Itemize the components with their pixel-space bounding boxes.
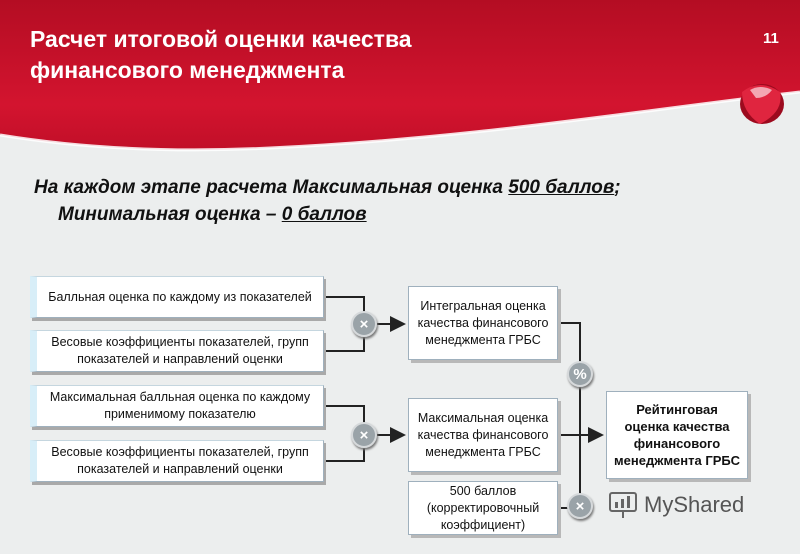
page-number: 11 xyxy=(763,30,779,47)
min-score-value: 0 баллов xyxy=(281,204,367,225)
divide-operator: % xyxy=(567,361,593,387)
multiply-operator-3: × xyxy=(567,493,593,519)
box-weights-2: Весовые коэффициенты показателей, групп показателей и направлений оценки xyxy=(30,440,324,482)
box-integral-score: Интегральная оценка качества финансового менеджмента ГРБС xyxy=(408,286,558,360)
box-correction-coefficient: 500 баллов (корректировочный коэффициент) xyxy=(408,481,558,535)
box-max-score-grbs: Максимальная оценка качества финансового менеджмента ГРБС xyxy=(408,398,558,472)
multiply-operator-1: × xyxy=(351,311,377,337)
box-rating-score: Рейтинговая оценка качества финансового менеджмента ГРБС xyxy=(606,391,748,479)
watermark xyxy=(608,490,744,520)
subtitle-suffix: ; xyxy=(614,177,621,198)
box-weights-1: Весовые коэффициенты показателей, групп показателей и направлений оценки xyxy=(30,330,324,372)
multiply-operator-2: × xyxy=(351,422,377,448)
subtitle-line2-prefix: Минимальная оценка – xyxy=(58,204,282,225)
max-score-value: 500 баллов xyxy=(508,177,615,198)
box-score-by-indicator: Балльная оценка по каждому из показателей xyxy=(30,276,324,318)
watermark-text: MyShared xyxy=(644,492,745,517)
subtitle-prefix: На каждом этапе расчета Максимальная оценка xyxy=(34,177,509,198)
slide-title: Расчет итоговой оценки качества финансового менеджмента xyxy=(30,26,412,83)
box-max-score-by-indicator: Максимальная балльная оценка по каждому применимому показателю xyxy=(30,385,324,427)
presentation-icon xyxy=(608,490,638,520)
